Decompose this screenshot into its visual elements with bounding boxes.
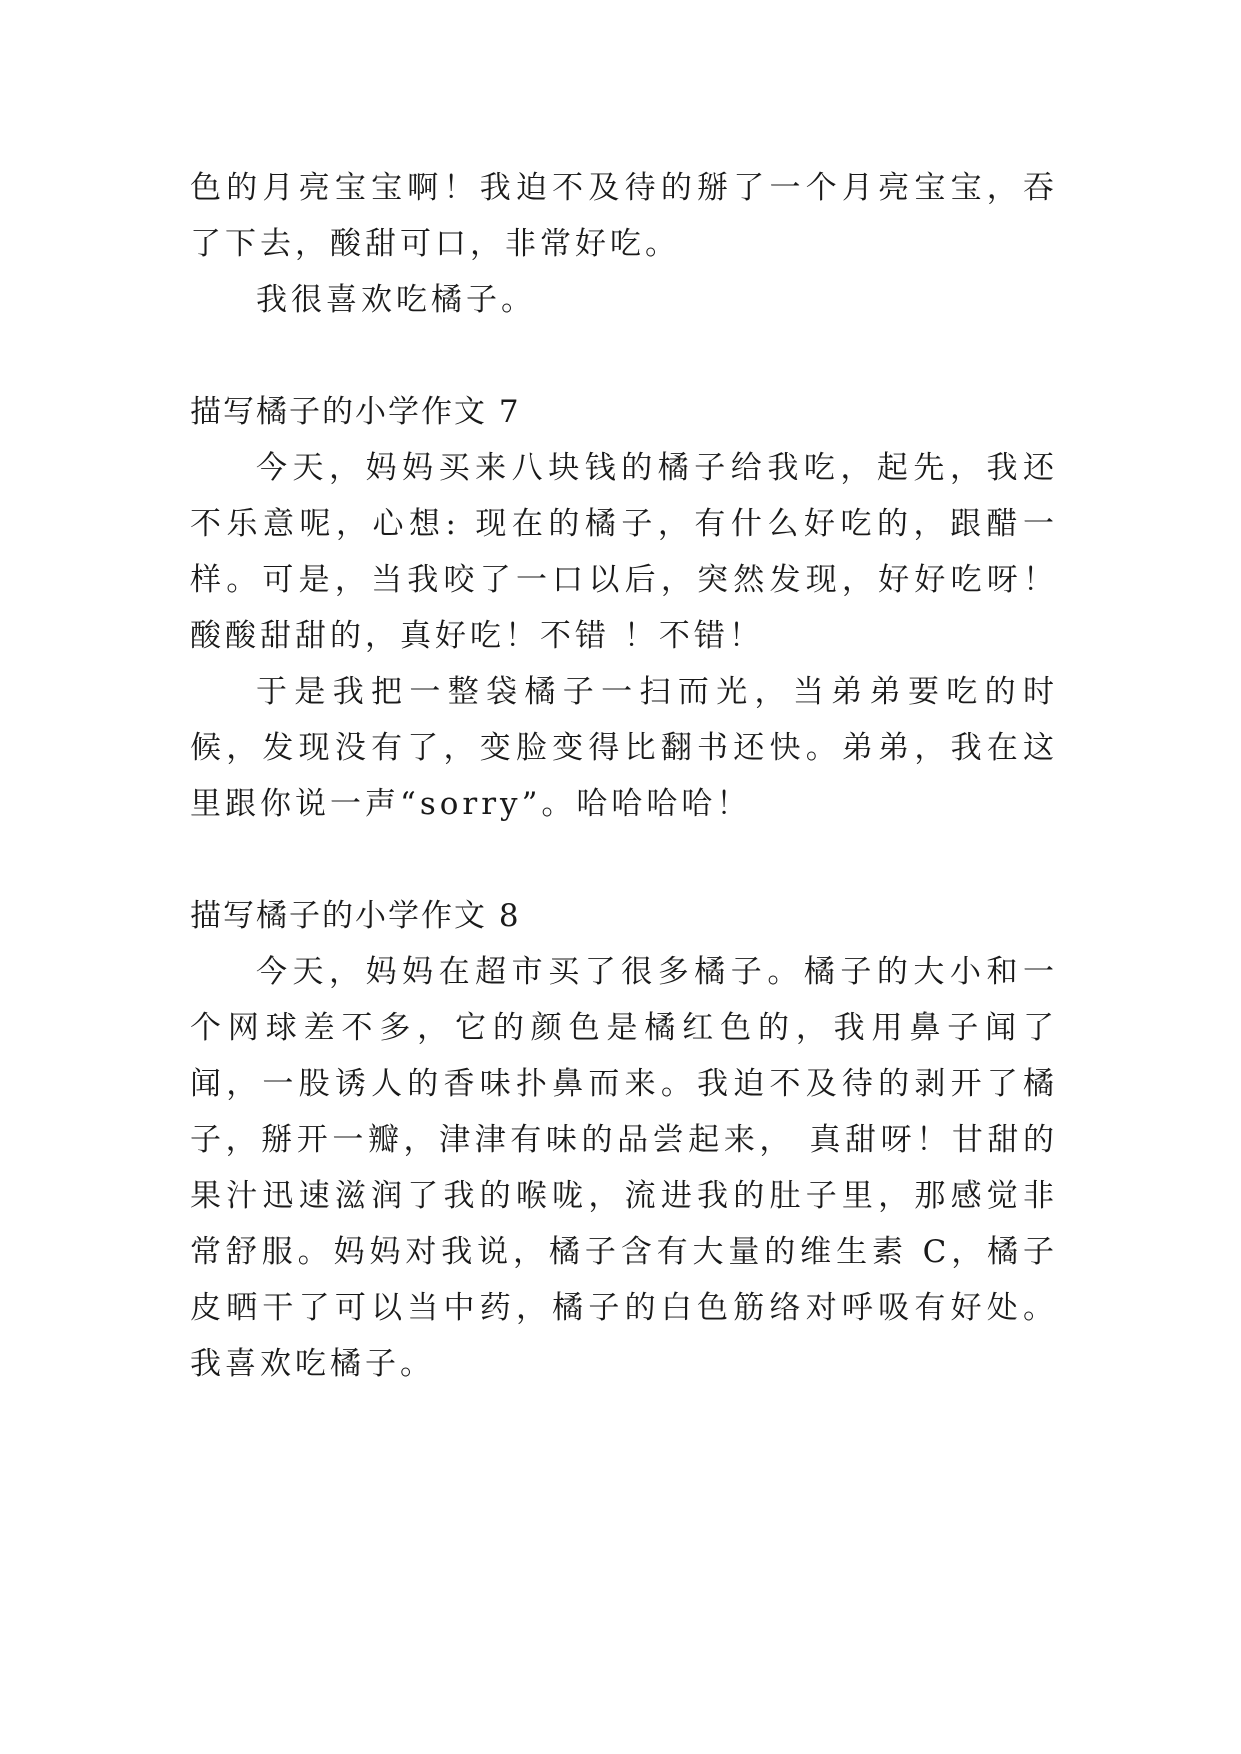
section-7-paragraph-2: 于是我把一整袋橘子一扫而光，当弟弟要吃的时候，发现没有了，变脸变得比翻书还快。弟弟，我在这里跟你说一声“sorry”。哈哈哈哈！: [190, 674, 1058, 822]
section-8-paragraph-1: 今天，妈妈在超市买了很多橘子。橘子的大小和一个网球差不多，它的颜色是橘红色的，我用鼻子闻了闻，一股诱人的香味扑鼻而来。我迫不及待的剥开了橘子，掰开一瓣，津津有味的品尝起来， 真甜呀！甘甜的果汁迅速滋润了我的喉咙，流进我的肚子里，那感觉非常舒服。妈妈对我说，橘子含有大量的维生素 C，橘子皮晒干了可以当中药，橘子的白色筋络对呼吸有好处。我喜欢吃橘子。: [190, 954, 1058, 1382]
section-spacer: [190, 328, 1058, 384]
intro-paragraph-continued: 色的月亮宝宝啊！我迫不及待的掰了一个月亮宝宝，吞了下去，酸甜可口，非常好吃。: [190, 170, 1058, 262]
section-7-paragraph-1: 今天，妈妈买来八块钱的橘子给我吃，起先，我还不乐意呢，心想: 现在的橘子，有什么好吃的，跟醋一样。可是，当我咬了一口以后，突然发现，好好吃呀！酸酸甜甜的，真好吃！不错 ！不错！: [190, 450, 1058, 654]
section-title-8: 描写橘子的小学作文 8: [190, 898, 521, 934]
intro-paragraph-closing: 我很喜欢吃橘子。: [256, 282, 536, 318]
section-spacer: [190, 832, 1058, 888]
section-title-7: 描写橘子的小学作文 7: [190, 394, 521, 430]
document-body: [190, 160, 1058, 1392]
